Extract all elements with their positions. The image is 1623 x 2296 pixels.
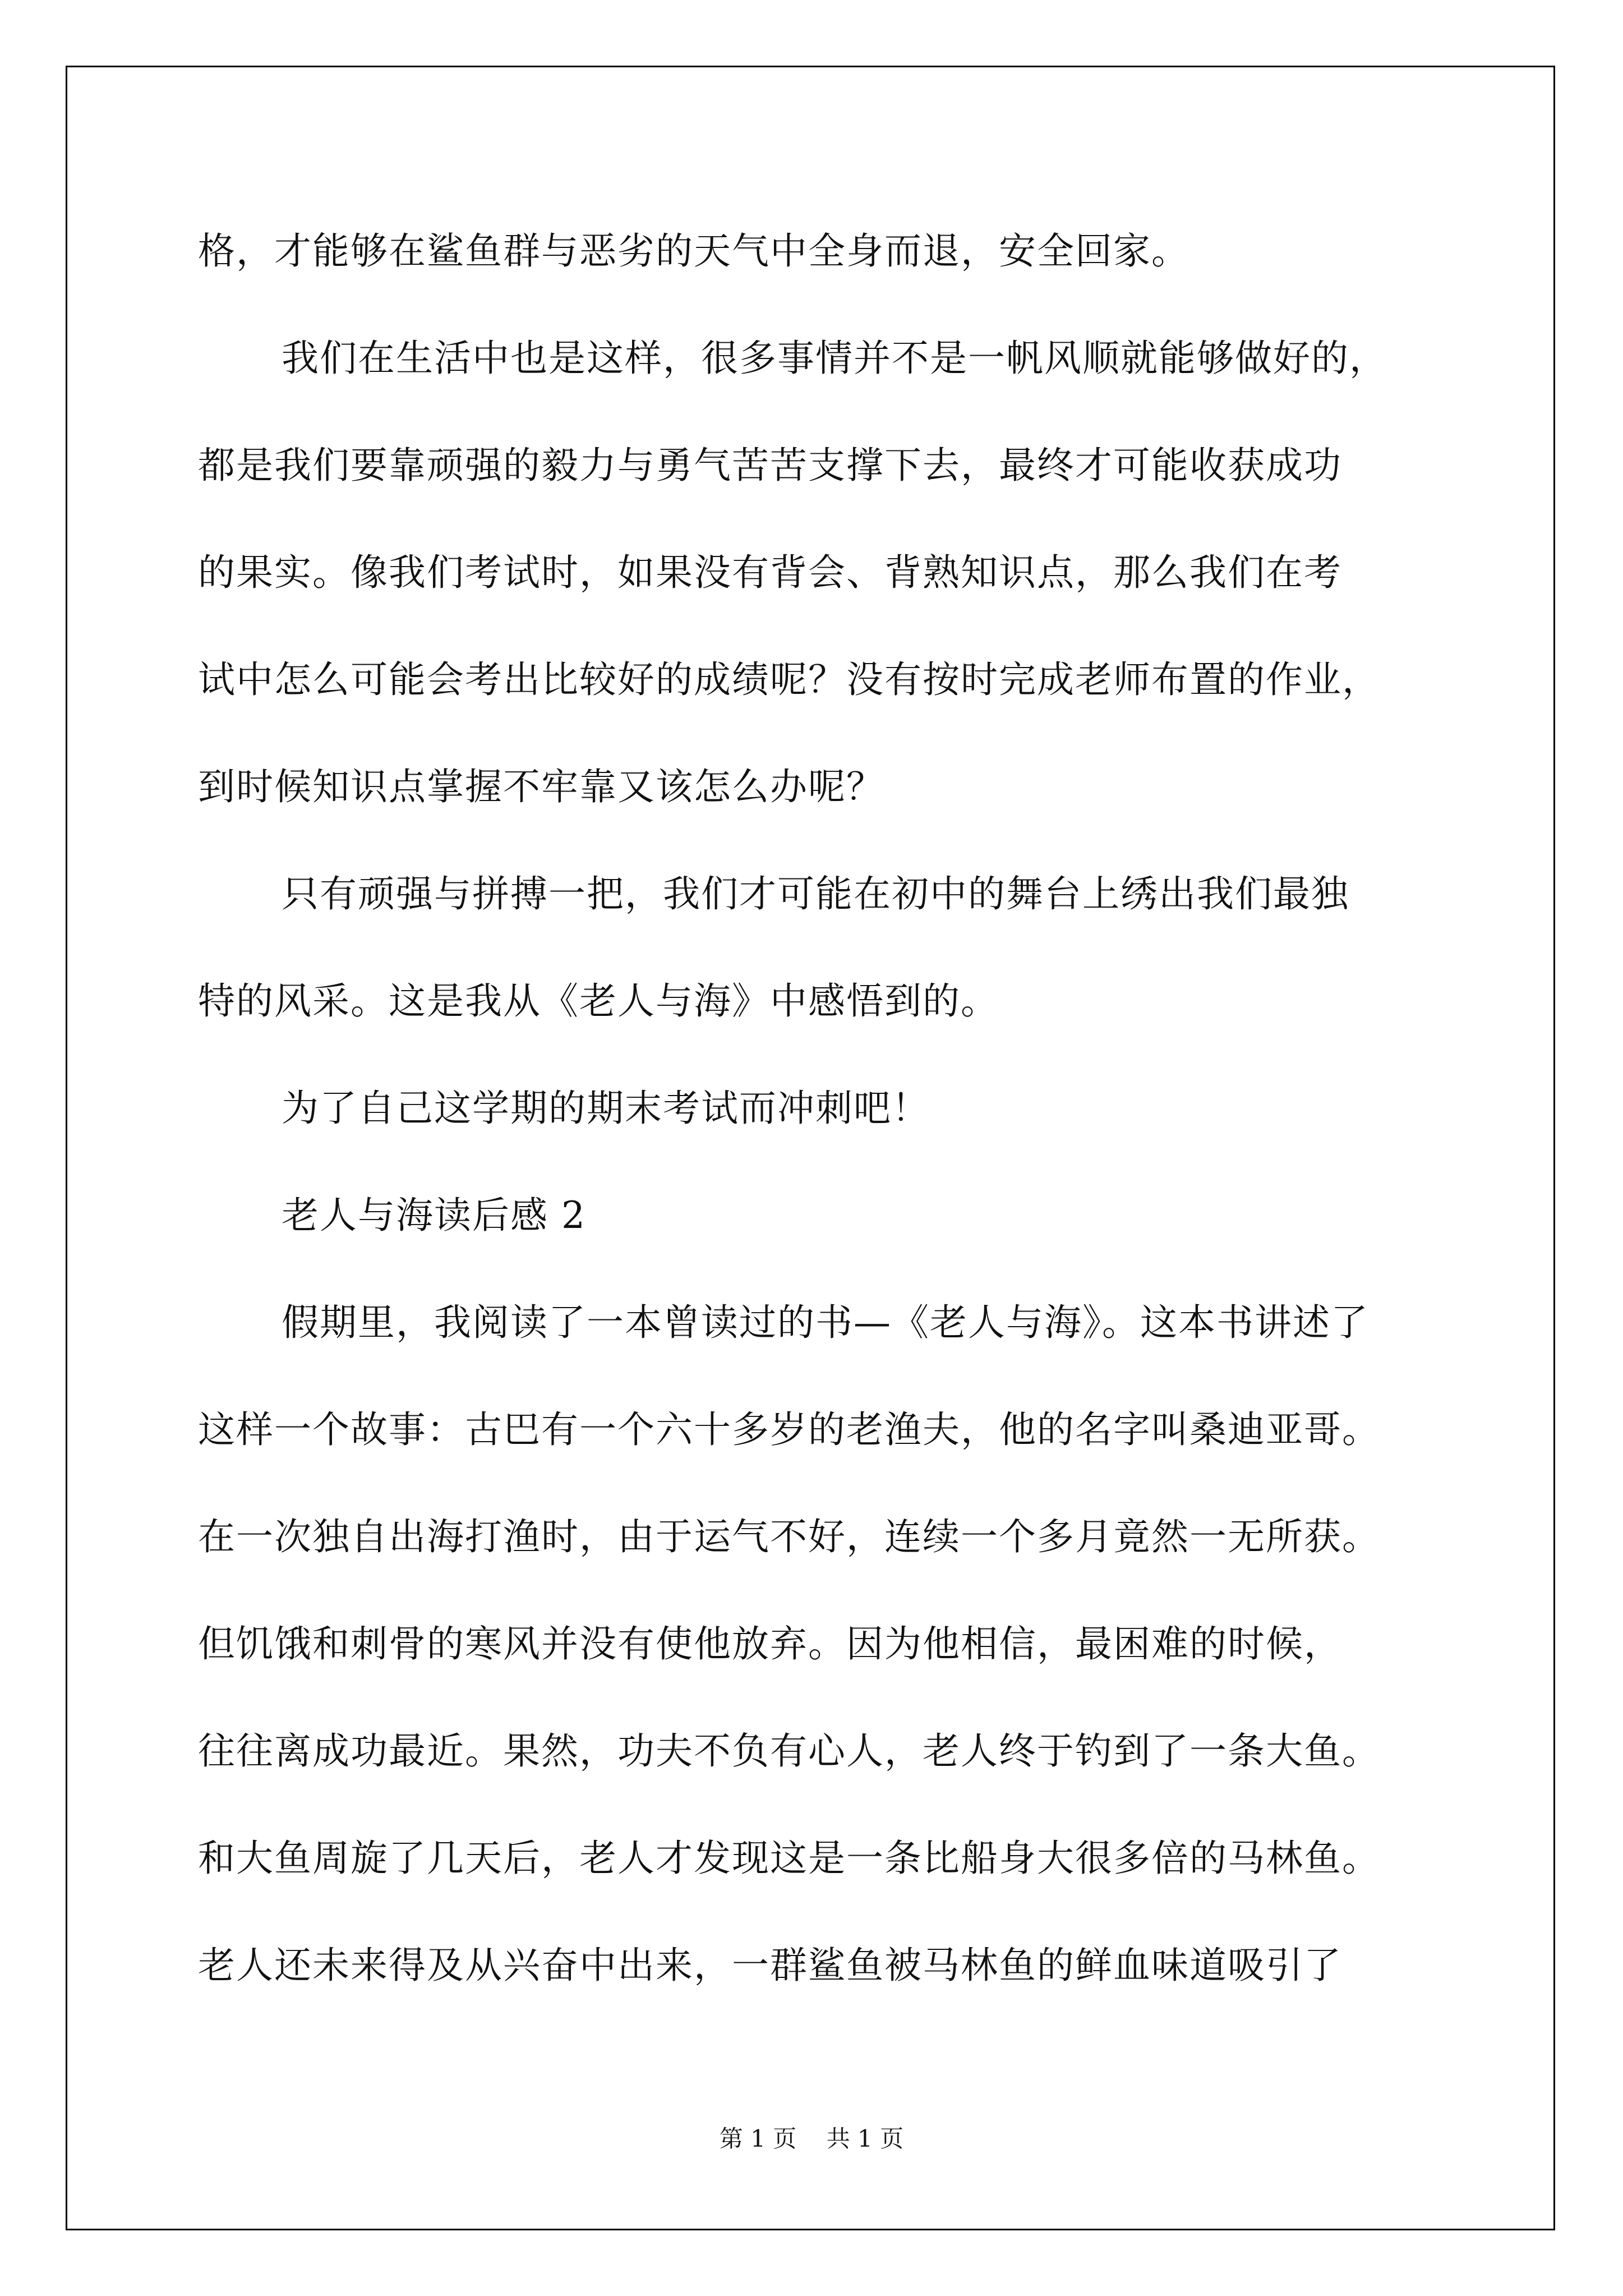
text-line: 特的风采。这是我从《老人与海》中感悟到的。 <box>198 979 999 1023</box>
text-line: 往往离成功最近。果然，功夫不负有心人，老人终于钓到了一条大鱼。 <box>198 1729 1380 1773</box>
page-border <box>66 66 1555 2230</box>
text-line: 这样一个故事：古巴有一个六十多岁的老渔夫，他的名字叫桑迪亚哥。 <box>198 1408 1380 1451</box>
text-line: 只有顽强与拼搏一把，我们才可能在初中的舞台上绣出我们最独 <box>282 872 1349 915</box>
text-line: 在一次独自出海打渔时，由于运气不好，连续一个多月竟然一无所获。 <box>198 1515 1380 1558</box>
text-line: 但饥饿和刺骨的寒风并没有使他放弃。因为他相信，最困难的时候， <box>198 1622 1342 1665</box>
text-line: 老人还未来得及从兴奋中出来，一群鲨鱼被马林鱼的鲜血味道吸引了 <box>198 1944 1342 1987</box>
text-line: 都是我们要靠顽强的毅力与勇气苦苦支撑下去，最终才可能收获成功 <box>198 444 1342 487</box>
text-line: 格，才能够在鲨鱼群与恶劣的天气中全身而退，安全回家。 <box>198 229 1189 273</box>
text-line: 和大鱼周旋了几天后，老人才发现这是一条比船身大很多倍的马林鱼。 <box>198 1837 1380 1880</box>
text-line: 我们在生活中也是这样，很多事情并不是一帆风顺就能够做好的， <box>282 337 1387 380</box>
text-line: 假期里，我阅读了一本曾读过的书—《老人与海》。这本书讲述了 <box>282 1301 1369 1344</box>
text-line: 试中怎么可能会考出比较好的成绩呢？没有按时完成老师布置的作业， <box>198 658 1380 701</box>
text-line: 到时候知识点掌握不牢靠又该怎么办呢？ <box>198 765 884 808</box>
page-footer: 第 1 页 共 1 页 <box>719 2125 904 2152</box>
text-line: 为了自己这学期的期末考试而冲刺吧！ <box>282 1087 930 1130</box>
text-line: 的果实。像我们考试时，如果没有背会、背熟知识点，那么我们在考 <box>198 551 1342 594</box>
section-heading: 老人与海读后感 2 <box>282 1194 586 1237</box>
